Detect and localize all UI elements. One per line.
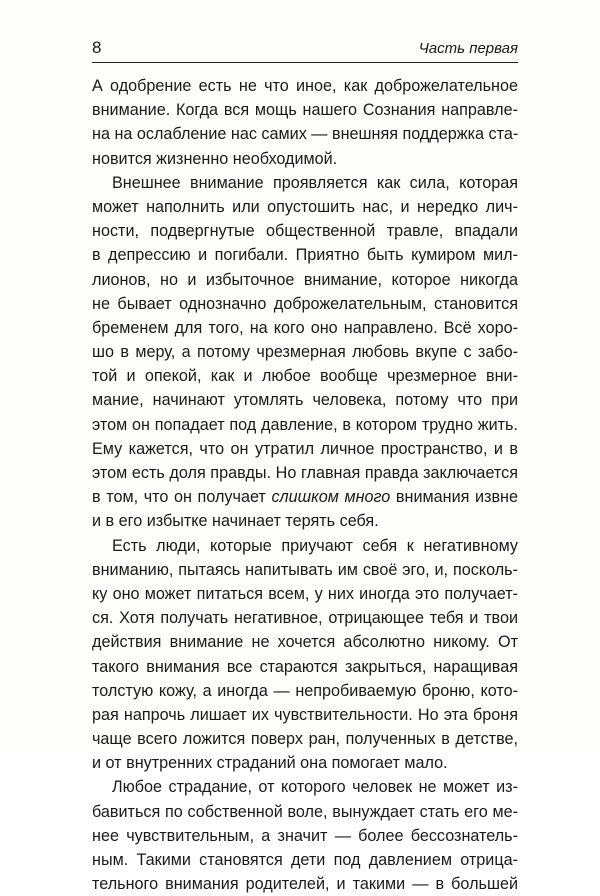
text-line: Есть люди, которые приучают себя к негативному bbox=[112, 536, 518, 555]
line-suffix: внимания извне bbox=[390, 488, 519, 507]
text-line: и от внутренних страданий она помогает мало. bbox=[92, 754, 448, 773]
text-line: тельного внимания родителей, и такими — в большей bbox=[92, 875, 518, 894]
text-line: ным. Такими становятся дети под давлением отрица- bbox=[92, 851, 518, 869]
text-line: чаще всего ложится поверх ран, полученных в детстве, bbox=[92, 730, 518, 749]
text-line: шо в меру, а потому чрезмерная любовь вкупе с забо- bbox=[92, 343, 518, 362]
page-number: 8 bbox=[92, 38, 102, 57]
text-line: Любое страдание, от которого человек не может из- bbox=[112, 778, 518, 797]
text-line: ку оно может питаться всем, у них иногда это получает- bbox=[92, 584, 518, 603]
paragraph-3 bbox=[92, 534, 518, 776]
line-prefix: в том, что он получает bbox=[92, 488, 272, 507]
text-line: такого внимания все стараются закрыться, наращивая bbox=[92, 657, 518, 676]
paragraph-2 bbox=[92, 171, 518, 534]
text-line: может наполнить или опустошить нас, и нередко лич- bbox=[92, 197, 518, 216]
text-line: этом есть доля правды. Но главная правда заключается bbox=[92, 464, 518, 482]
text-line: мание, начинают утомлять человека, потому что при bbox=[92, 391, 518, 410]
section-title: Часть первая bbox=[418, 40, 518, 57]
paragraph-4 bbox=[92, 775, 518, 896]
running-header bbox=[92, 38, 518, 62]
text-line: внимание. Когда вся мощь нашего Сознания направле- bbox=[92, 101, 518, 120]
text-line: в депрессию и погибали. Приятно быть кумиром мил- bbox=[92, 246, 518, 265]
text-line: не бывает однозначно доброжелательным, становится bbox=[92, 294, 518, 313]
emphasis: слишком много bbox=[271, 488, 391, 507]
text-line: нее чувствительным, а значит — более бессознатель- bbox=[92, 826, 518, 845]
text-line: лионов, но и избыточное внимание, которое никогда bbox=[92, 270, 518, 289]
body-text bbox=[92, 74, 518, 896]
text-line: Внешнее внимание проявляется как сила, которая bbox=[112, 173, 518, 192]
text-line: рая напрочь лишает их чувствительности. Но эта броня bbox=[92, 705, 518, 724]
text-line: той и опекой, как и любое вообще чрезмерное вни- bbox=[92, 367, 518, 386]
text-line: на на ослабление нас самих — внешняя поддержка ста- bbox=[92, 125, 519, 144]
text-line: бавиться по собственной воле, вынуждает стать его ме- bbox=[92, 802, 518, 821]
text-line: бременем для того, на кого оно направлено. Всё хоро- bbox=[92, 318, 518, 337]
text-line: ся. Хотя получать негативное, отрицающее тебя и твои bbox=[92, 609, 518, 628]
paragraph-1 bbox=[92, 74, 518, 171]
text-line-with-emphasis bbox=[92, 485, 518, 509]
text-line: Ему кажется, что он утратил личное пространство, и в bbox=[92, 439, 518, 458]
text-line: толстую кожу, а иногда — непробиваемую броню, кото- bbox=[92, 681, 518, 700]
text-line: действия внимание не хочется абсолютно никому. От bbox=[92, 633, 518, 652]
text-line: А одобрение есть не что иное, как доброжелательное bbox=[92, 77, 518, 95]
text-line: этом он попадает под давление, в котором трудно жить. bbox=[92, 415, 518, 434]
text-line: вниманию, пытаясь напитывать им своё эго, и, посколь- bbox=[92, 560, 518, 579]
text-line: ности, подвергнутые общественной травле, впадали bbox=[92, 222, 518, 241]
text-line: новится жизненно необходимой. bbox=[92, 149, 338, 168]
text-line: и в его избытке начинает терять себя. bbox=[92, 512, 379, 531]
header-rule bbox=[92, 62, 518, 63]
